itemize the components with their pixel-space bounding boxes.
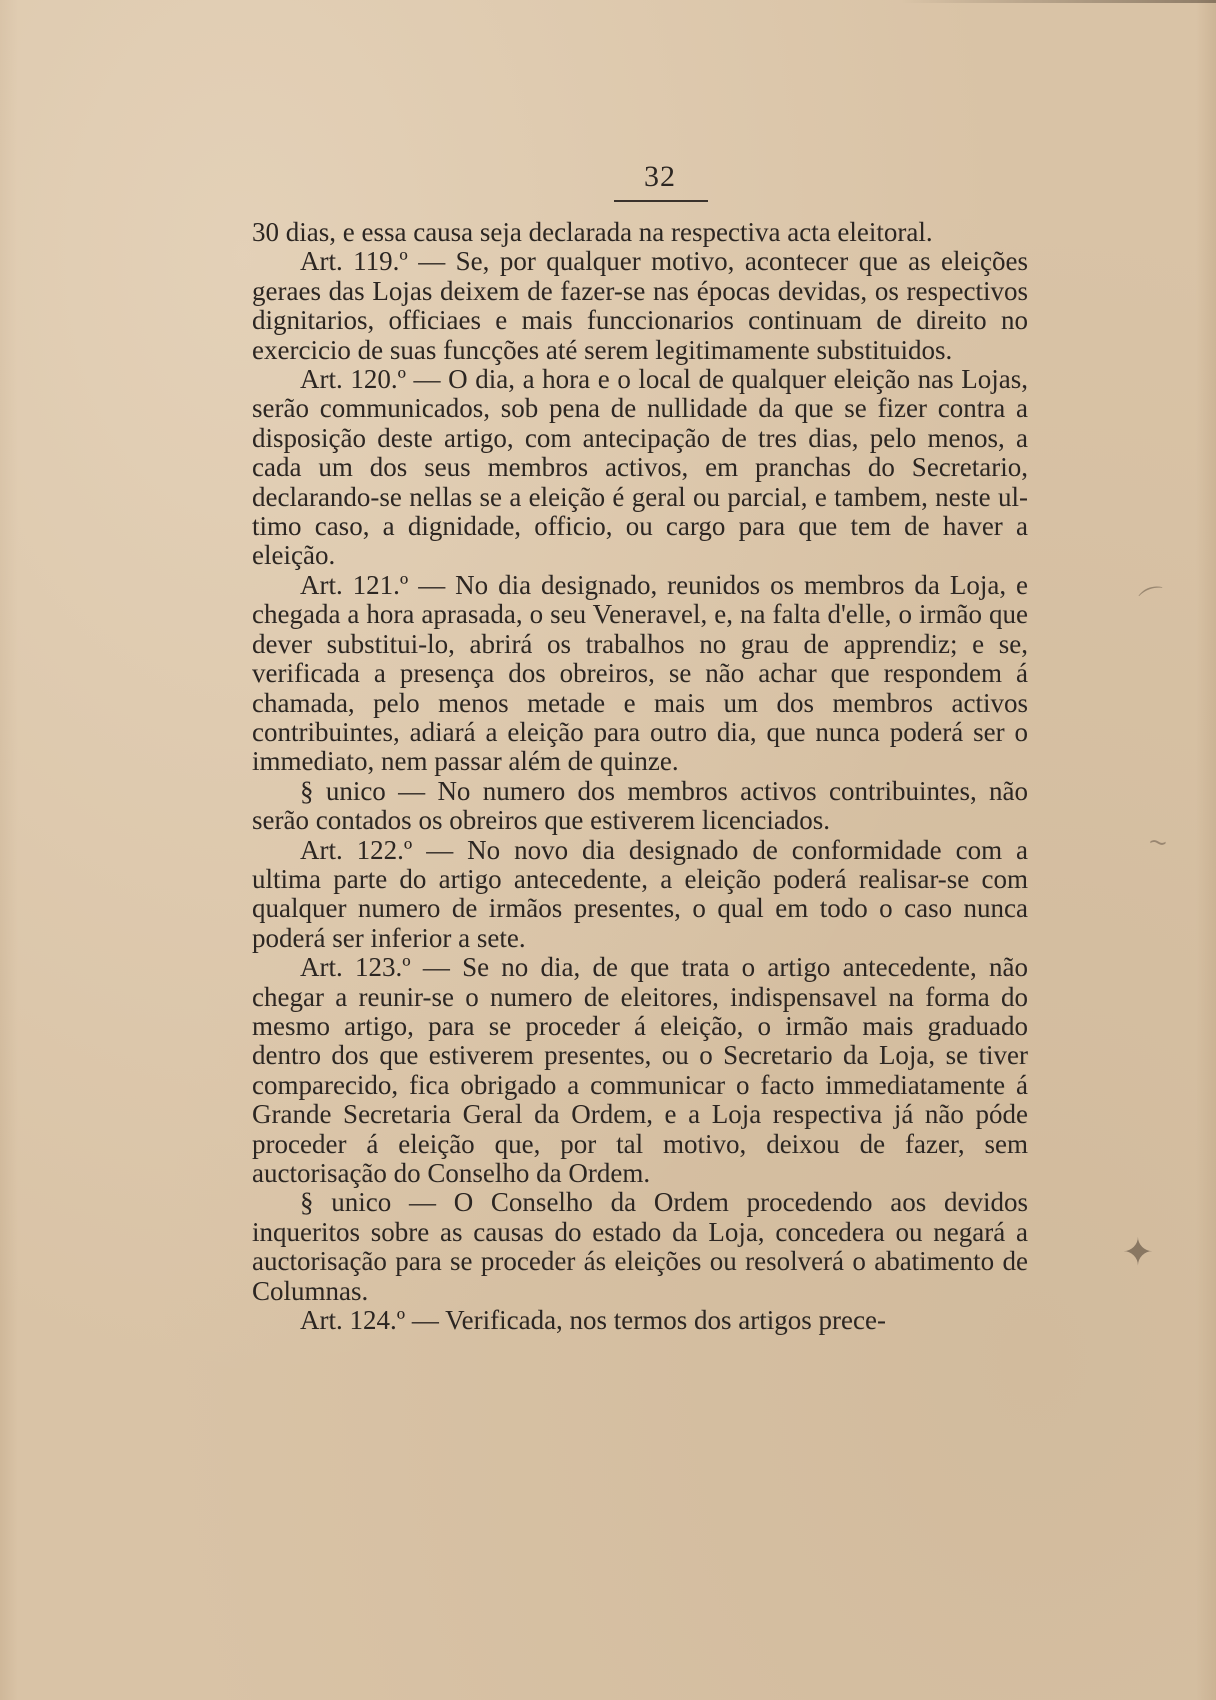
page-edge-shadow [900,0,1216,3]
page-number-rule [614,200,708,202]
page-number: 32 [644,160,676,193]
paragraph-art-121-unico: § unico — No numero dos membros activos contribuintes, não serão contados os obreiros que estiverem licenciados. [252,775,1028,836]
paragraph-art-121: Art. 121.º — No dia designado, reunidos os membros da Loja, e chegada a hora aprasada, o seu Veneravel, e, na falta d'elle, o irmão que dever substitui-lo, abrirá os trabalhos no grau de apprendiz; e se, verificada a presença dos obreiros, se não achar que respondem á chamada, pelo menos metade e mais um dos membros activos contribuintes, adiará a eleição para outro dia, que nunca poderá ser o immediato, nem passar além de quinze. [252,569,1028,777]
paragraph-art-122: Art. 122.º — No novo dia designado de conformidade com a ultima parte do artigo antecedente, a eleição poderá realisar-se com qualquer numero de irmãos presentes, o qual em todo o caso nunca poderá ser inferior a sete. [252,834,1028,953]
paragraph-art-124: Art. 124.º — Verificada, nos termos dos artigos prece- [300,1305,886,1336]
paragraph-continuation: 30 dias, e essa causa seja declarada na respectiva acta eleitoral. [252,217,933,247]
margin-stain-mark: ⌒ [1136,582,1172,620]
body-text [252,218,1028,1335]
paragraph-art-120: Art. 120.º — O dia, a hora e o local de qualquer eleição nas Lojas, serão communicados, sob pena de nullidade da que se fizer contra a disposição deste artigo, com antecipação de tres dias, pelo menos, a cada um dos seus membros activos, em pranchas do Secretario, declarando-se nellas se a eleição é geral ou parcial, e tambem, neste ultimo caso, a dignidade, officio, ou cargo para que tem de haver a eleição. [252,364,1028,571]
paragraph-art-123: Art. 123.º — Se no dia, de que trata o artigo antecedente, não chegar a reunir-se o numero de eleitores, indispensavel na forma do mesmo artigo, para se proceder á eleição, o irmão mais graduado dentro dos que estiverem presentes, ou o Secretario da Loja, se tiver comparecido, fica obrigado a communicar o facto immediatamente á Grande Secretaria Geral da Ordem, e a Loja respectiva já não póde proceder á eleição que, por tal motivo, deixou de fazer, sem auctorisação do Conselho da Ordem. [252,952,1028,1188]
paragraph-art-119: Art. 119.º — Se, por qualquer motivo, acontecer que as eleições geraes das Lojas deixem de fazer-se nas épocas devidas, os respectivos dignitarios, officiaes e mais funccionarios continuam de direito no exercicio de suas funcções até serem legitimamente substituidos. [252,246,1028,365]
margin-stain-mark: ~ [1145,826,1171,858]
margin-pin-mark: ✦ [1122,1230,1154,1274]
paragraph-art-123-unico: § unico — O Conselho da Ordem procedendo aos devidos inqueritos sobre as causas do estado da Loja, concedera ou negará a auctorisação para se proceder ás eleições ou resolverá o abatimento de Columnas. [252,1187,1028,1306]
